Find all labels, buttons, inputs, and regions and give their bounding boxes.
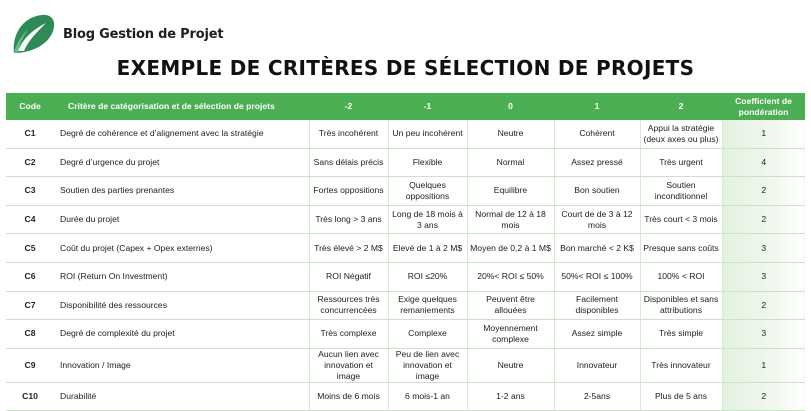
table-row xyxy=(6,320,805,349)
criterion-code: C5 xyxy=(6,234,54,263)
table-header-row xyxy=(6,93,805,120)
criterion-code: C2 xyxy=(6,148,54,177)
score-0: Peuvent être allouées xyxy=(467,291,554,320)
score-0: Neutre xyxy=(467,348,554,382)
score-1: Court de de 3 à 12 mois xyxy=(554,205,640,234)
criterion-code: C8 xyxy=(6,320,54,349)
criterion-code: C4 xyxy=(6,205,54,234)
criterion-label: Innovation / Image xyxy=(54,348,309,382)
score-2: Soutien inconditionnel xyxy=(640,177,722,206)
criterion-label: Soutien des parties prenantes xyxy=(54,177,309,206)
score-2: Très innovateur xyxy=(640,348,722,382)
score-minus-1: Elevé de 1 à 2 M$ xyxy=(388,234,467,263)
criterion-label: Degré de complexité du projet xyxy=(54,320,309,349)
score-minus-1: Un peu incohérent xyxy=(388,120,467,148)
criterion-label: Degré d’urgence du projet xyxy=(54,148,309,177)
score-minus-1: Quelques oppositions xyxy=(388,177,467,206)
leaf-logo-icon xyxy=(10,11,56,57)
brand-logo[interactable] xyxy=(10,10,223,58)
coefficient-value: 2 xyxy=(722,205,805,234)
score-1: Facilement disponibles xyxy=(554,291,640,320)
coefficient-value: 2 xyxy=(722,382,805,411)
score-2: Très urgent xyxy=(640,148,722,177)
coefficient-value: 3 xyxy=(722,262,805,291)
coefficient-value: 1 xyxy=(722,348,805,382)
score-minus-1: Peu de lien avec innovation et image xyxy=(388,348,467,382)
score-minus-2: Ressources très concurrencées xyxy=(309,291,388,320)
table-row xyxy=(6,348,805,382)
score-1: Innovateur xyxy=(554,348,640,382)
coefficient-value: 2 xyxy=(722,291,805,320)
score-1: Assez simple xyxy=(554,320,640,349)
table-row xyxy=(6,234,805,263)
coefficient-value: 3 xyxy=(722,234,805,263)
criterion-label: Coût du projet (Capex + Opex externes) xyxy=(54,234,309,263)
header-criterion: Critère de catégorisation et de sélection de projets xyxy=(54,93,309,120)
score-2: Presque sans coûts xyxy=(640,234,722,263)
score-minus-1: Exige quelques remaniements xyxy=(388,291,467,320)
score-minus-2: Très long > 3 ans xyxy=(309,205,388,234)
score-0: Equilibre xyxy=(467,177,554,206)
header-code: Code xyxy=(6,93,54,120)
page-title: EXEMPLE DE CRITÈRES DE SÉLECTION DE PROJETS xyxy=(116,56,695,80)
criteria-table xyxy=(6,93,805,411)
criterion-code: C1 xyxy=(6,120,54,148)
score-minus-2: Fortes oppositions xyxy=(309,177,388,206)
coefficient-value: 4 xyxy=(722,148,805,177)
criterion-code: C3 xyxy=(6,177,54,206)
score-minus-2: Très complexe xyxy=(309,320,388,349)
score-2: 100% < ROI xyxy=(640,262,722,291)
coefficient-value: 3 xyxy=(722,320,805,349)
coefficient-value: 2 xyxy=(722,177,805,206)
criterion-code: C7 xyxy=(6,291,54,320)
table-row xyxy=(6,262,805,291)
criterion-label: Disponibilité des ressources xyxy=(54,291,309,320)
criterion-label: Durabilité xyxy=(54,382,309,411)
table-row xyxy=(6,382,805,411)
score-0: Neutre xyxy=(467,120,554,148)
score-minus-1: Complexe xyxy=(388,320,467,349)
score-1: Bon soutien xyxy=(554,177,640,206)
score-minus-2: Sans délais précis xyxy=(309,148,388,177)
score-1: Bon marché < 2 K$ xyxy=(554,234,640,263)
score-minus-2: Moins de 6 mois xyxy=(309,382,388,411)
score-minus-2: ROI Négatif xyxy=(309,262,388,291)
coefficient-value: 1 xyxy=(722,120,805,148)
score-minus-1: 6 mois-1 an xyxy=(388,382,467,411)
score-minus-2: Très incohérent xyxy=(309,120,388,148)
score-minus-1: ROI ≤20% xyxy=(388,262,467,291)
score-0: Normal de 12 à 18 mois xyxy=(467,205,554,234)
criterion-code: C6 xyxy=(6,262,54,291)
brand-name: Blog Gestion de Projet xyxy=(63,26,224,42)
score-1: Cohérent xyxy=(554,120,640,148)
score-0: Moyennement complexe xyxy=(467,320,554,349)
score-2: Plus de 5 ans xyxy=(640,382,722,411)
header-score-0: 0 xyxy=(467,93,554,120)
score-2: Appui la stratégie (deux axes ou plus) xyxy=(640,120,722,148)
header-score-1: 1 xyxy=(554,93,640,120)
criterion-label: ROI (Return On Investment) xyxy=(54,262,309,291)
score-0: 20%< ROI ≤ 50% xyxy=(467,262,554,291)
criterion-label: Degré de cohérence et d’alignement avec la stratégie xyxy=(54,120,309,148)
header-score-2: 2 xyxy=(640,93,722,120)
score-2: Très simple xyxy=(640,320,722,349)
criterion-code: C10 xyxy=(6,382,54,411)
score-1: 50%< ROI ≤ 100% xyxy=(554,262,640,291)
score-0: Moyen de 0,2 à 1 M$ xyxy=(467,234,554,263)
score-1: Assez pressé xyxy=(554,148,640,177)
table-row xyxy=(6,205,805,234)
table-row xyxy=(6,120,805,148)
table-row xyxy=(6,177,805,206)
score-minus-1: Long de 18 mois à 3 ans xyxy=(388,205,467,234)
criterion-label: Durée du projet xyxy=(54,205,309,234)
score-0: Normal xyxy=(467,148,554,177)
score-minus-2: Très élevé > 2 M$ xyxy=(309,234,388,263)
score-2: Disponibles et sans attributions xyxy=(640,291,722,320)
header-score-minus-1: -1 xyxy=(388,93,467,120)
header-coefficient: Coefficient de pondération xyxy=(722,93,805,120)
score-minus-2: Aucun lien avec innovation et image xyxy=(309,348,388,382)
score-1: 2-5ans xyxy=(554,382,640,411)
criterion-code: C9 xyxy=(6,348,54,382)
score-2: Très court < 3 mois xyxy=(640,205,722,234)
score-minus-1: Flexible xyxy=(388,148,467,177)
header-score-minus-2: -2 xyxy=(309,93,388,120)
table-row xyxy=(6,148,805,177)
score-0: 1-2 ans xyxy=(467,382,554,411)
table-row xyxy=(6,291,805,320)
